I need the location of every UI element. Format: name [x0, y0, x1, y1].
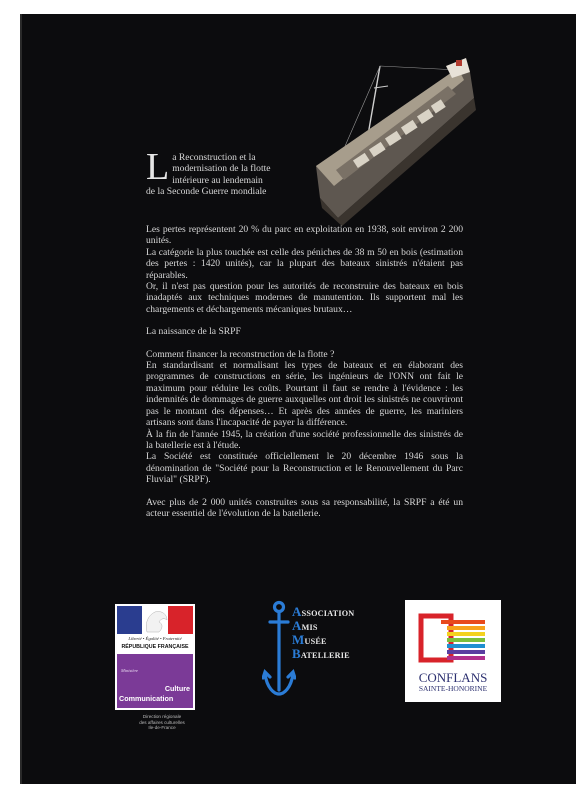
intro-text: a Reconstruction et la modernisation de la flotte intérieure au lendemain de la Seconde Guerre mondiale: [146, 152, 271, 198]
ministere-label: Ministère: [121, 668, 139, 673]
paragraph-conclusion: Avec plus de 2 000 unités construites sous sa responsabilité, la SRPF a été un acteur essentiel de l'évolution de la batellerie.: [146, 496, 463, 519]
aamb-logo: [262, 598, 362, 702]
paragraph-losses: Les pertes représentent 20 % du parc en exploitation en 1938, soit environ 2 200 unités.: [146, 224, 463, 247]
intro-heading: [146, 146, 271, 198]
marianne-icon: [137, 608, 173, 634]
section-heading: La naissance de la SRPF: [146, 326, 241, 338]
paragraph-constitution: La Société est constituée officiellement le 20 décembre 1946 sous la dénomination de "Société pour la Reconstruction et le Renouvellement du Parc Fluvial" (SRPF).: [146, 451, 463, 486]
ministry-block: [117, 654, 193, 708]
aamb-word-3: MUSÉE: [292, 632, 327, 647]
culture-label: Culture: [164, 684, 190, 693]
conflans-name: CONFLANS: [418, 670, 488, 685]
conflans-emblem-icon: [415, 606, 491, 668]
barge-illustration: [308, 58, 478, 230]
drop-cap: L: [146, 146, 170, 188]
communication-label: Communication: [119, 694, 174, 703]
paragraph-standardisation: En standardisant et normalisant les types de bateaux et en élaborant des programmes de constructions en série, les ingénieurs de l'ONN ont fait le maximum pour réduire les coûts. Pourtant il faut se rendre à l'évidence : les indemnités de dommages de guerre auxquelles ont droit les sinistrés ne couvriront pas le montant des dépenses… Et après des années de guerre, les mariniers artisans sont dans l'incapacité de payer la différence.: [146, 360, 463, 429]
drac-caption: [132, 714, 192, 731]
paragraph-question: Comment financer la reconstruction de la flotte ?: [146, 348, 335, 360]
paragraph-category: La catégorie la plus touchée est celle des péniches de 38 m 50 en bois (estimation des pertes : 1420 unités), car la plupart des bateaux sinistrés n'étaient pas réparables.: [146, 246, 463, 281]
ministry-culture-logo: [115, 604, 195, 710]
drac-line-3: Ile-de-France: [148, 725, 176, 731]
aamb-word-4: BATELLERIE: [292, 646, 350, 661]
drac-line-1: Direction régionale: [142, 714, 182, 719]
conflans-sub: SAINTE-HONORINE: [418, 684, 488, 693]
conflans-logo: [405, 600, 501, 702]
paragraph-authorities: Or, il n'est pas question pour les autorités de reconstruire des bateaux en bois inadaptés aux techniques modernes de manutention. Ils supportent mal les chargements et déchargements mécaniques brutaux…: [146, 281, 463, 315]
paragraph-creation: À la fin de l'année 1945, la création d'une société professionnelle des sinistrés de la batellerie est à l'étude.: [146, 428, 463, 451]
aamb-word-1: ASSOCIATION: [292, 604, 355, 619]
republic-name: RÉPUBLIQUE FRANÇAISE: [121, 644, 189, 650]
aamb-word-2: AMIS: [292, 618, 318, 633]
drac-line-2: des affaires culturelles: [139, 719, 185, 725]
republic-motto: Liberté • Égalité • Fraternité: [128, 636, 182, 641]
article-body: [146, 224, 463, 519]
anchor-icon: [262, 600, 296, 700]
